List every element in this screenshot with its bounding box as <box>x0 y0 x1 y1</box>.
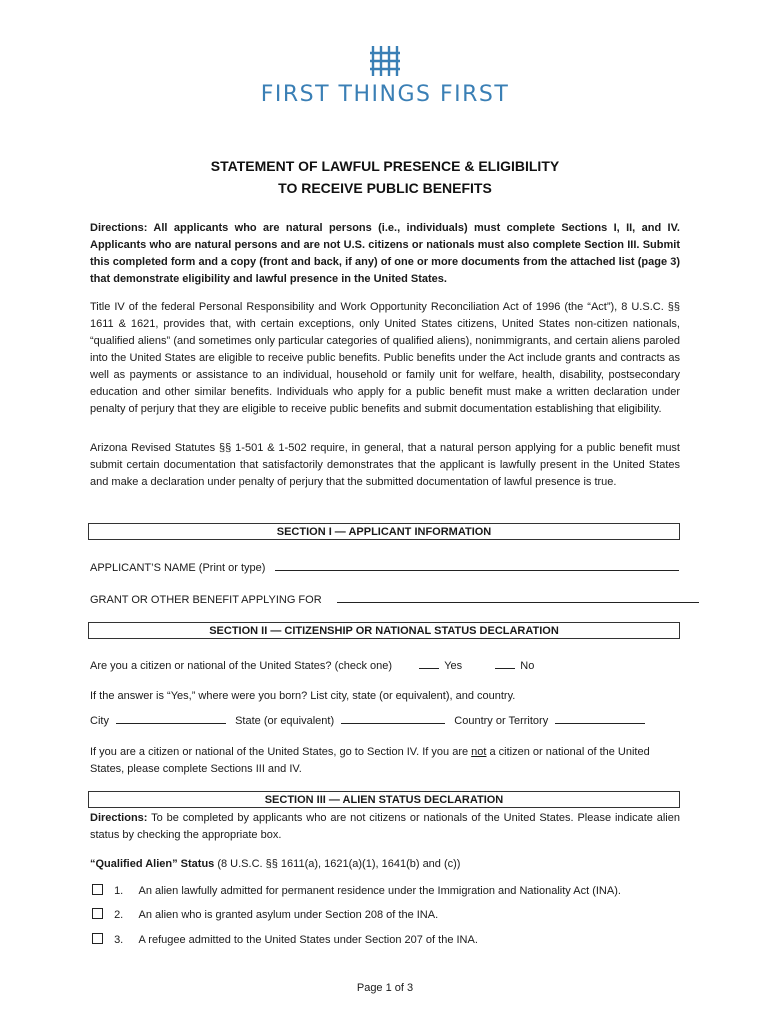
section-3-directions <box>90 810 680 844</box>
grant-field[interactable] <box>337 591 699 603</box>
section-2-instruction <box>90 744 680 778</box>
yes-check-field[interactable] <box>419 657 439 669</box>
no-label: No <box>520 660 535 672</box>
section-3-directions-label: Directions: <box>90 812 148 824</box>
status-checkbox-2[interactable] <box>92 908 103 919</box>
document-title <box>90 155 680 199</box>
status-item-number: 2. <box>114 909 124 921</box>
hash-grid-logo-icon <box>368 44 402 78</box>
status-checkbox-1[interactable] <box>92 884 103 895</box>
no-check-field[interactable] <box>495 657 515 669</box>
applicant-name-label: APPLICANT’S NAME (Print or type) <box>90 562 266 574</box>
applicant-name-field[interactable] <box>275 559 679 571</box>
title-line-2: TO RECEIVE PUBLIC BENEFITS <box>278 180 492 196</box>
city-field[interactable] <box>116 712 226 724</box>
qualified-alien-heading <box>90 857 460 871</box>
directions-paragraph <box>90 220 680 288</box>
birthplace-row <box>90 712 645 728</box>
intro-paragraph-2: Arizona Revised Statutes §§ 1-501 & 1-502 require, in general, that a natural person applying for a public benefit must submit certain documentation that satisfactorily demonstrates that the applicant is lawfully present in the United States and make a declaration under penalty of perjury that the submitted documentation of lawful presence is true. <box>90 442 680 488</box>
country-label: Country or Territory <box>454 715 549 727</box>
state-field[interactable] <box>341 712 445 724</box>
directions-text: Directions: All applicants who are natural persons (i.e., individuals) must complete Sections I, II, and IV. Applicants who are natural persons and are not U.S. citizens or nationals must also complete Section III. Submit this completed form and a copy (front and back, if any) of one or more documents from the attached list (page 3) that demonstrate eligibility and lawful presence in the United States. <box>90 222 680 285</box>
city-label: City <box>90 715 109 727</box>
status-item-number: 3. <box>114 934 124 946</box>
citizen-question-row <box>90 657 534 673</box>
state-label: State (or equivalent) <box>235 715 335 727</box>
status-item-3 <box>92 933 478 947</box>
grant-row <box>90 591 699 607</box>
section-1-header: SECTION I — APPLICANT INFORMATION <box>88 523 680 540</box>
citizen-question: Are you a citizen or national of the United States? (check one) <box>90 660 393 672</box>
born-question: If the answer is “Yes,” where were you born? List city, state (or equivalent), and country. <box>90 690 516 702</box>
section-2-header: SECTION II — CITIZENSHIP OR NATIONAL STATUS DECLARATION <box>88 622 680 639</box>
intro-paragraph-1: Title IV of the federal Personal Responsibility and Work Opportunity Reconciliation Act of 1996 (the “Act”), 8 U.S.C. §§ 1611 & 1621, provides that, with certain exceptions, only United States citizens, United States non-citizen nationals, “qualified aliens” (and sometimes only particular categories of qualified aliens), nonimmigrants, and certain aliens paroled into the United States are eligible to receive public benefits. Public benefits under the Act include grants and contracts as well as payments or assistance to an individual, household or family unit for welfare, health, disability, postsecondary education and other similar benefits. Individuals who apply for a public benefit must make a written declaration under penalty of perjury that they are eligible to receive public benefits and submit documentation establishing that eligibility. <box>90 301 680 415</box>
status-item-2 <box>92 908 438 922</box>
section-3-header: SECTION III — ALIEN STATUS DECLARATION <box>88 791 680 808</box>
instruction-post: a citizen or national of the United States, please complete Sections III and IV. <box>90 746 650 775</box>
status-checkbox-3[interactable] <box>92 933 103 944</box>
yes-label: Yes <box>444 660 463 672</box>
section-3-directions-text: To be completed by applicants who are not citizens or nationals of the United States. Please indicate alien status by checking the appropriate box. <box>90 812 680 841</box>
applicant-name-row <box>90 559 679 575</box>
status-item-1 <box>92 884 621 898</box>
status-item-number: 1. <box>114 885 124 897</box>
logo <box>260 44 510 107</box>
logo-text: FIRST THINGS FIRST <box>260 82 510 107</box>
status-item-text: An alien lawfully admitted for permanent residence under the Immigration and Nationality Act (INA). <box>138 885 621 897</box>
title-line-1: STATEMENT OF LAWFUL PRESENCE & ELIGIBILITY <box>210 158 560 174</box>
country-field[interactable] <box>555 712 645 724</box>
instruction-not: not <box>471 746 487 758</box>
qualified-alien-label: “Qualified Alien” Status <box>90 858 215 870</box>
grant-label: GRANT OR OTHER BENEFIT APPLYING FOR <box>90 594 322 606</box>
qualified-alien-ref: (8 U.S.C. §§ 1611(a), 1621(a)(1), 1641(b) and (c)) <box>214 858 461 870</box>
page-number: Page 1 of 3 <box>356 982 414 994</box>
instruction-pre: If you are a citizen or national of the United States, go to Section IV. If you are <box>90 746 472 758</box>
status-item-text: A refugee admitted to the United States under Section 207 of the INA. <box>138 934 478 946</box>
status-item-text: An alien who is granted asylum under Section 208 of the INA. <box>138 909 439 921</box>
